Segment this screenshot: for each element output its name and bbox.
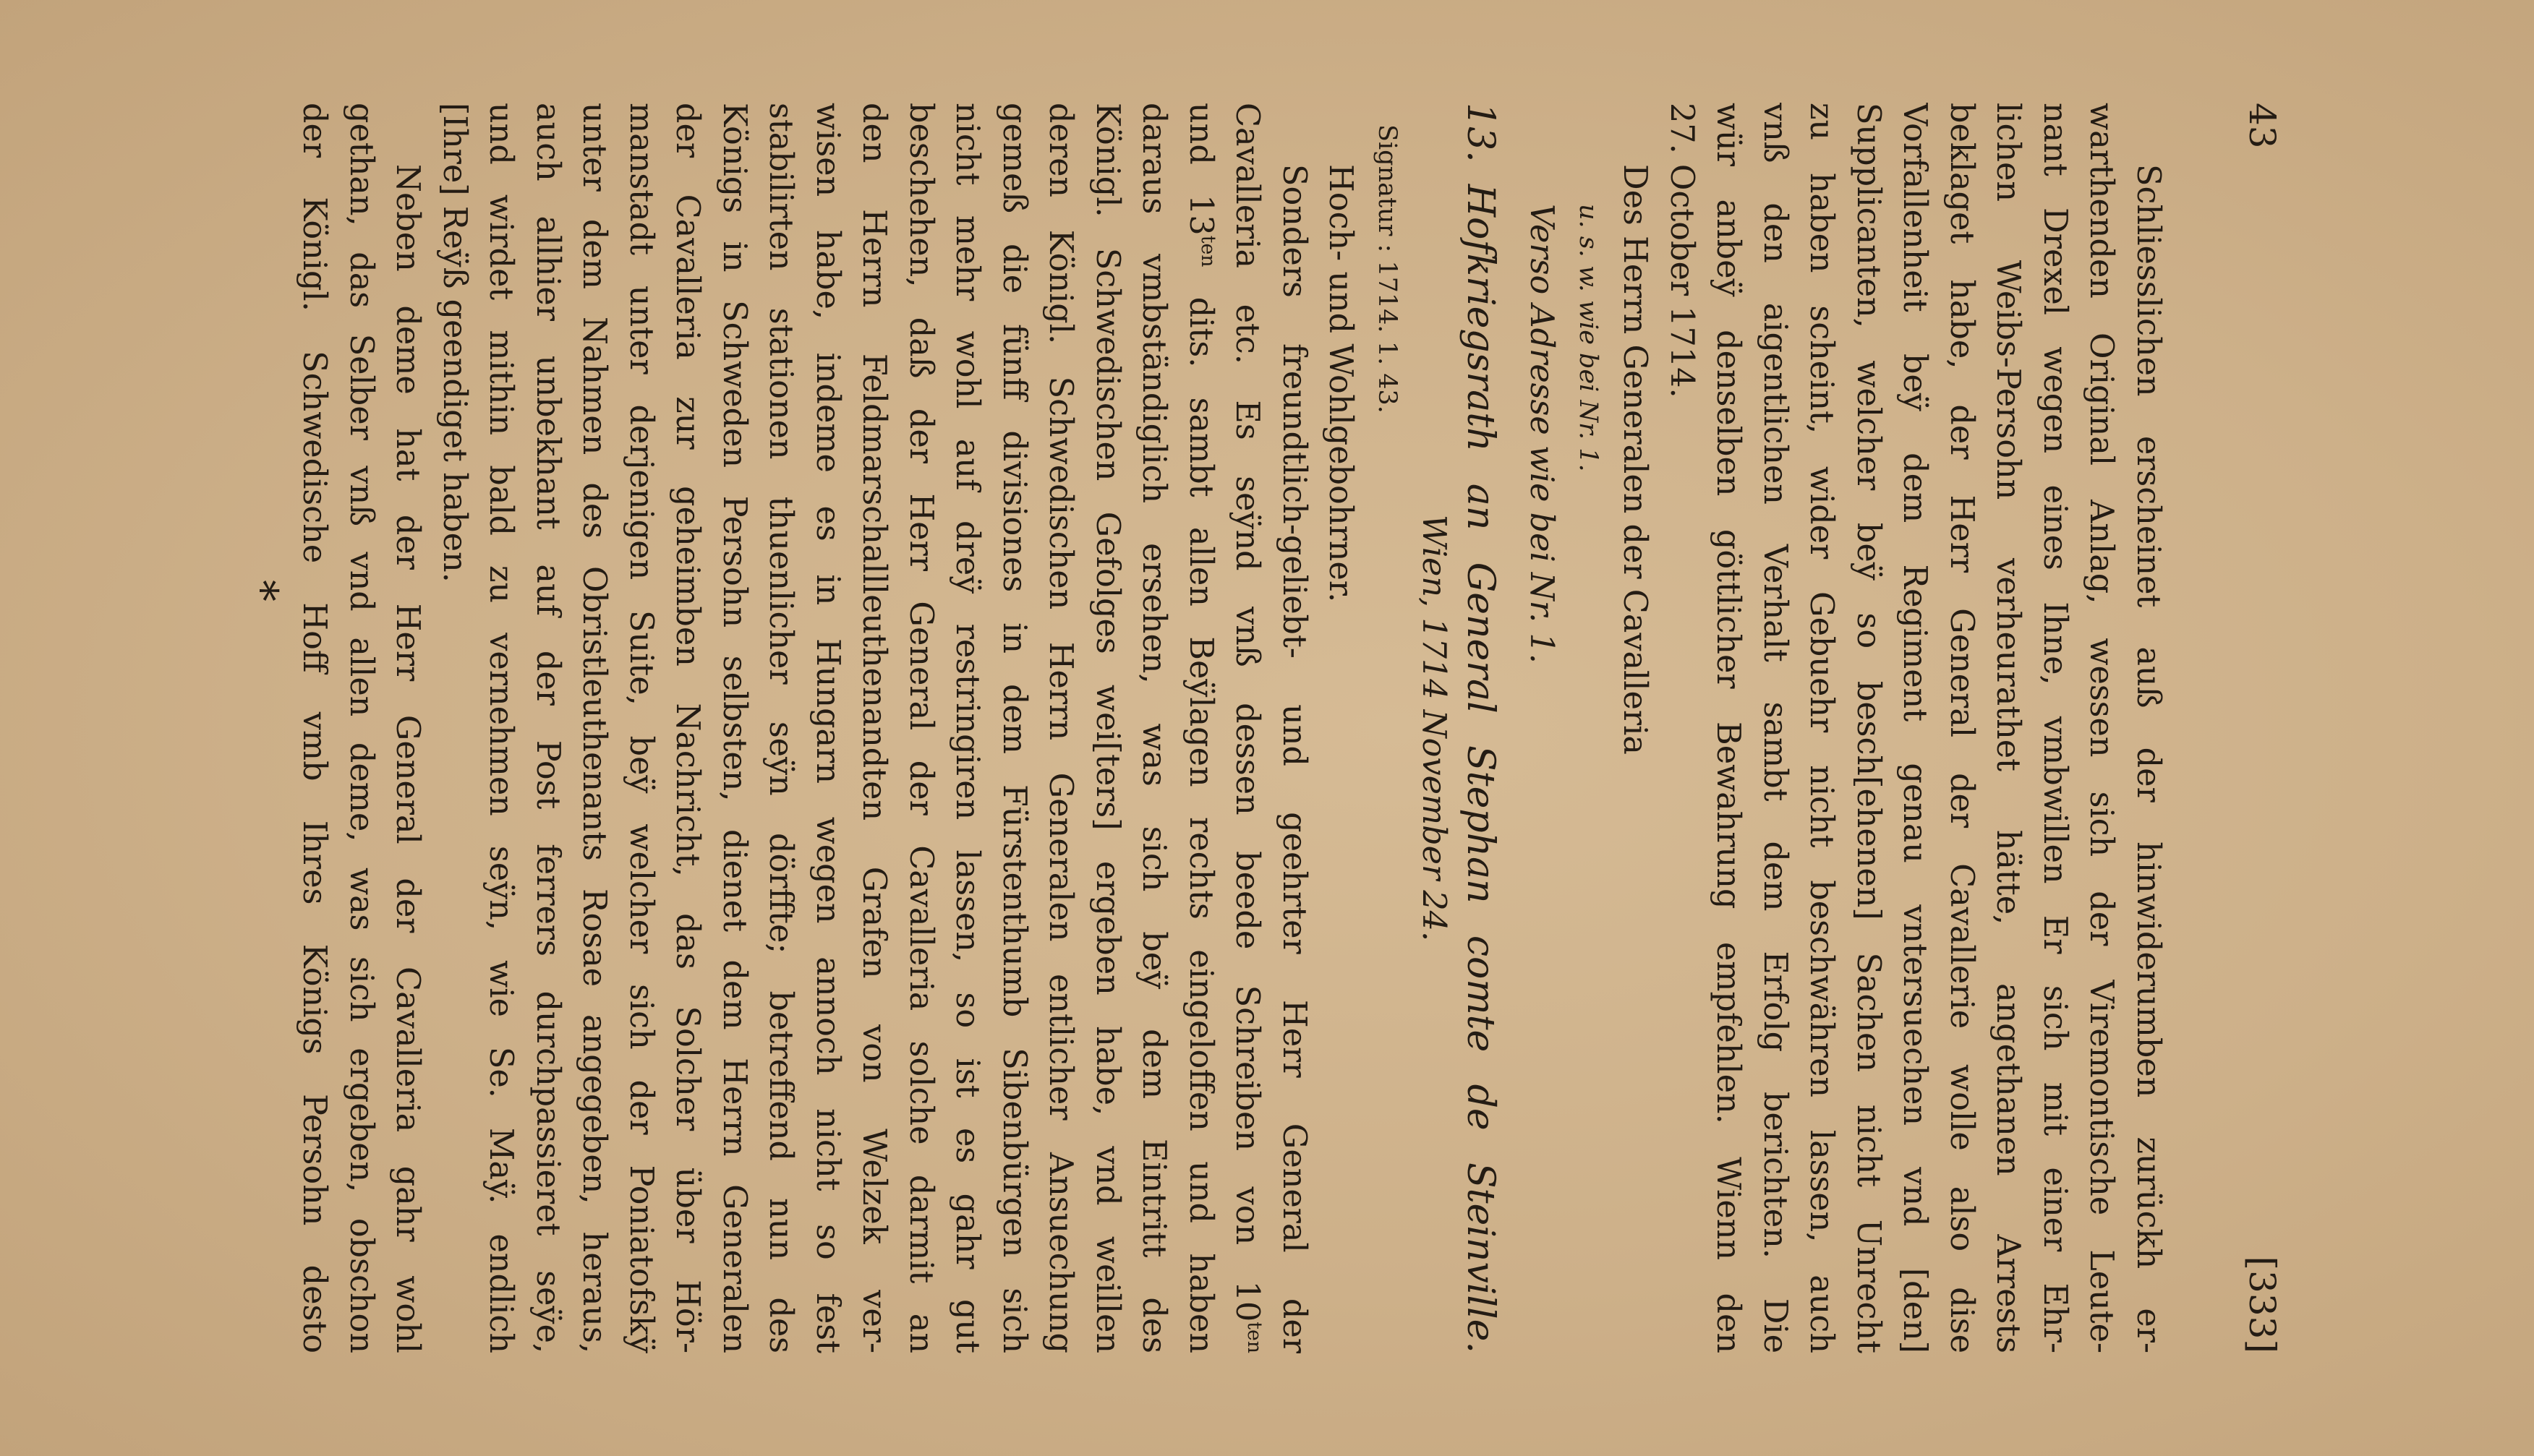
text-line: stabilirten stationen thuenlicher seÿn dörffte; betreffend nun des <box>762 103 800 1353</box>
text-line: Vorfallenheit beÿ dem Regiment genau vntersuechen vnd [den] <box>1896 103 1934 1353</box>
paragraph-3 <box>291 103 431 1353</box>
text-line: 27. October 1714. <box>1663 103 1700 398</box>
text-line: Neben deme hat der Herr General der Cavalleria gahr wohl <box>389 164 427 1353</box>
verso-address: Verso Adresse wie bei Nr. 1. <box>1523 204 1561 664</box>
text-line: [Ihre] Reÿß geendiget haben. <box>436 103 473 583</box>
text-line: und $13^{ten}$ dits. sambt allen Beÿlagen rechts eingeloffen und haben <box>1182 103 1219 1353</box>
text-line: warthenden Original Anlag, wessen sich der Viremontische Leute- <box>2083 103 2120 1353</box>
text-line: lichen Weibs-Persohn verheurathet hätte, angethanen Arrests <box>1989 103 2027 1353</box>
source-reference-number: [333] <box>2241 1256 2283 1353</box>
verso-note: u. s. w. wie bei Nr. 1. <box>1574 204 1603 472</box>
text-line: der Königl. Schwedische Hoff vmb Ihres Königs Persohn desto <box>296 103 333 1353</box>
text-line: deren Königl. Schwedischen Herrn Generalen entlicher Ansuechung <box>1042 103 1080 1353</box>
document-heading <box>1457 103 1504 1353</box>
text-line: nicht mehr wohl auf dreÿ restringiren lassen, so ist es gahr gut <box>949 103 986 1353</box>
salutation: Hoch- und Wohlgebohrner. <box>1322 164 1360 603</box>
archive-signature: Signatur : 1714. 1. 43. <box>1373 124 1402 414</box>
paragraph-2 <box>431 103 1318 1353</box>
text-line: vnß den aigentlichen Verhalt sambt dem Erfolg berichten. Die <box>1757 103 1793 1353</box>
text-line: daraus vmbständiglich ersehen, was sich beÿ dem Eintritt des <box>1135 103 1173 1353</box>
document-number: 13. <box>1459 103 1502 163</box>
text-line: Königs in Schweden Persohn selbsten, dienet dem Herrn Generalen <box>716 103 753 1353</box>
text-line: beklaget habe, der Herr General der Cavallerie wolle also dise <box>1943 103 1980 1353</box>
page-number: 43 <box>2241 103 2283 149</box>
place-date: Wien, 1714 November 24. <box>1415 514 1453 942</box>
text-line: Cavalleria etc. Es seÿnd vnß dessen beede Schreiben von $10^{ten}$ <box>1229 103 1266 1353</box>
page-body <box>291 103 2171 1353</box>
text-line: der Cavalleria zur geheimben Nachricht, das Solcher über Hör- <box>669 103 707 1353</box>
text-line: Supplicanten, welcher beÿ so besch[ehenen] Sachen nicht Unrecht <box>1850 103 1887 1353</box>
text-line: beschehen, daß der Herr General der Cavalleria solche darmit an <box>903 103 939 1353</box>
document-title: Hofkriegsrath an General Stephan comte de Steinville. <box>1459 184 1502 1353</box>
paragraph-1 <box>1658 103 2172 1353</box>
text-line: wisen habe, indeme es in Hungarn wegen annoch nicht so fest <box>809 103 846 1353</box>
text-line: Schliesslichen erscheinet auß der hinwiderumben zurückh er- <box>2130 164 2167 1353</box>
text-line: gemeß die fünff divisiones in dem Fürstenthumb Sibenbürgen sich <box>996 103 1033 1353</box>
text-line: unter dem Nahmen des Obristleuthenants Rosae angegeben, heraus, <box>576 103 613 1353</box>
text-line: nant Drexel wegen eines Ihne, vmbwillen Er sich mit einer Ehr- <box>2036 103 2073 1353</box>
text-line: Sonders freundtlich-geliebt- und geehrter Herr General der <box>1276 164 1313 1353</box>
text-line: und wirdet mithin bald zu vernehmen seÿn, wie Se. Maÿ. endlich <box>482 103 520 1353</box>
text-line: wür anbeÿ denselben göttlicher Bewahrung empfehlen. Wienn den <box>1710 103 1747 1353</box>
text-line: auch allhier unbekhant auf der Post ferrers durchpassieret seÿe, <box>529 103 566 1353</box>
text-line: gethan, das Selber vnß vnd allen deme, was sich ergeben, obschon <box>343 103 380 1353</box>
text-line: Königl. Schwedischen Gefolges wei[ters] ergeben habe, vnd weillen <box>1089 103 1126 1353</box>
addressee-line: Des Herrn Generalen der Cavalleria <box>1616 164 1654 755</box>
book-page <box>179 59 2355 1397</box>
text-line: den Herrn Feldmarschallleuthenandten Grafen von Welzek ver- <box>856 103 893 1353</box>
text-line: zu haben scheint, wider Gebuehr nicht beschwähren lassen, auch <box>1803 103 1840 1353</box>
running-header <box>2225 103 2283 1353</box>
text-line: manstadt unter derjenigen Suite, beÿ welcher sich der Poniatofskÿ <box>623 103 660 1353</box>
footnote-asterisk: * <box>236 580 287 601</box>
